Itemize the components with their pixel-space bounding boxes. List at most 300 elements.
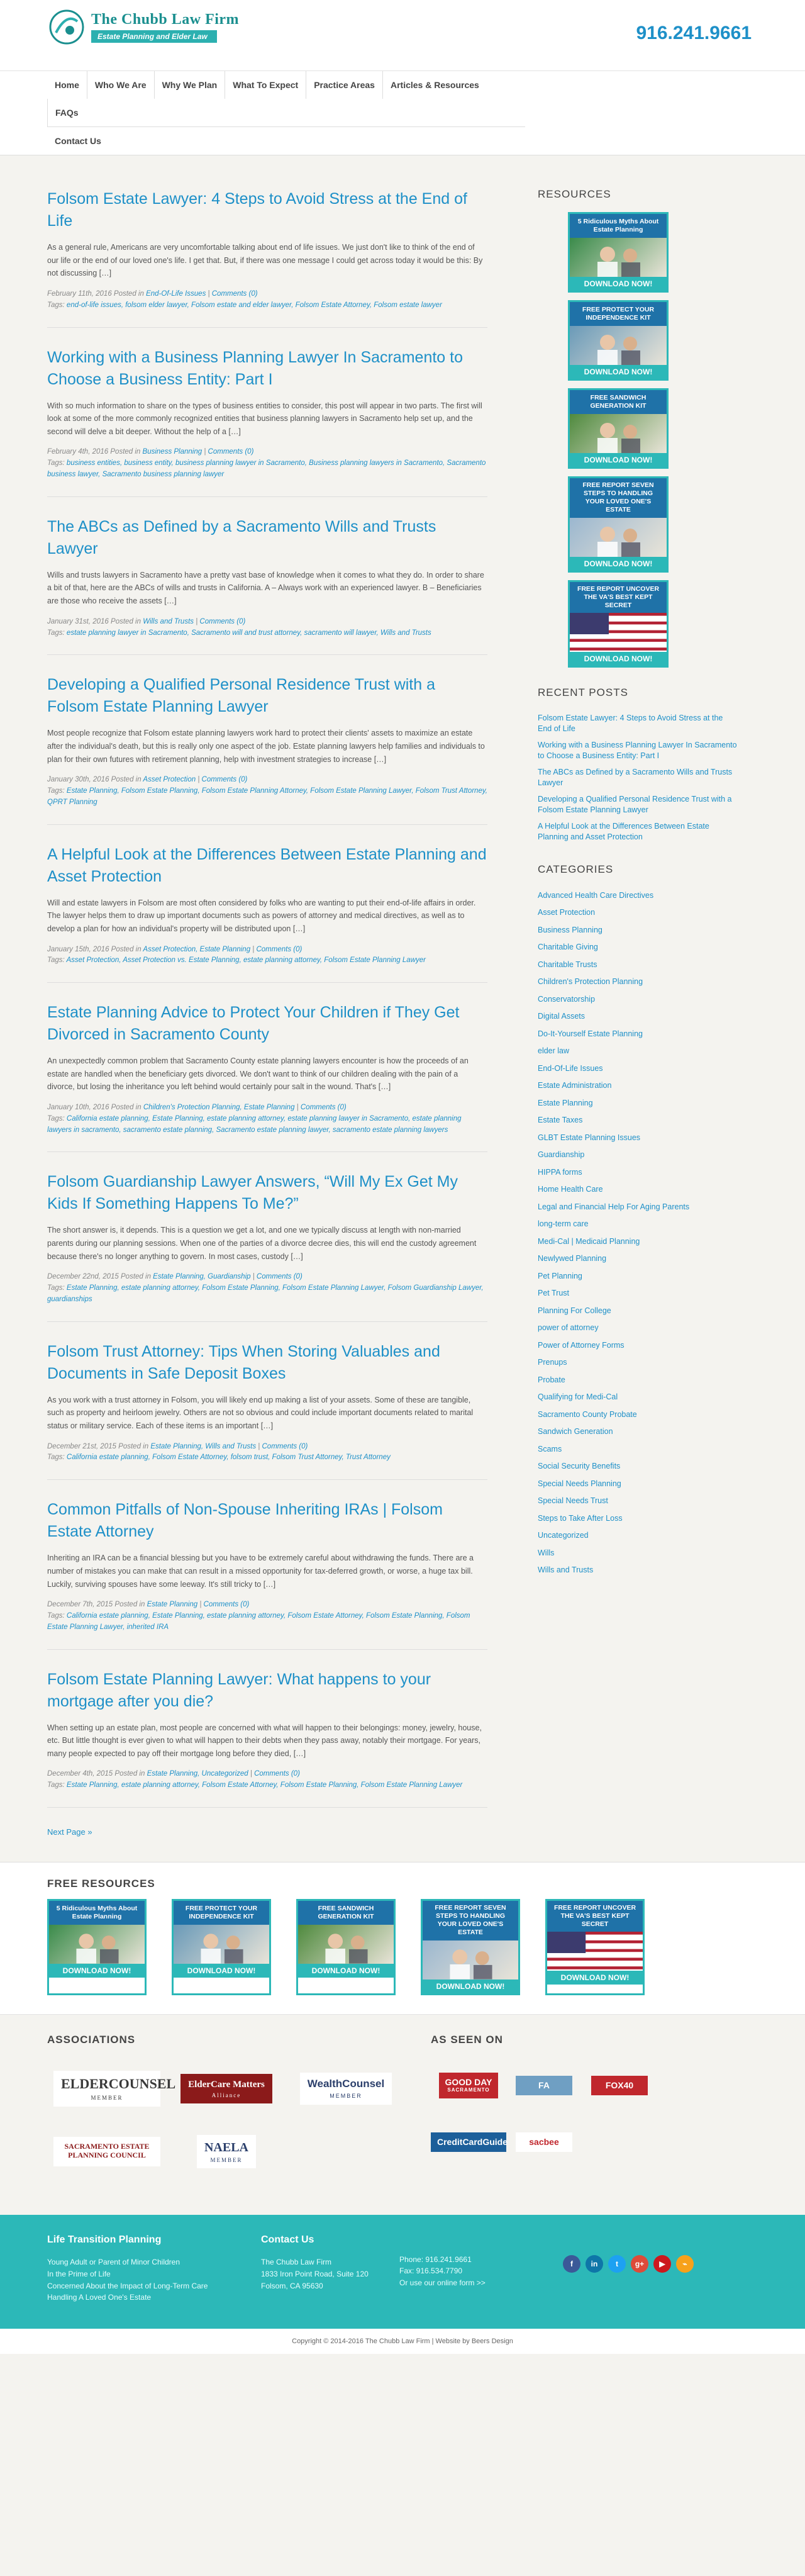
post-comments[interactable]: Comments (0) (262, 1442, 308, 1450)
resource-title: FREE SANDWICH GENERATION KIT (570, 390, 667, 414)
category-item (538, 1268, 739, 1285)
download-now-button[interactable]: DOWNLOAD NOW! (298, 1964, 394, 1978)
post-categories[interactable]: Asset Protection (143, 776, 196, 784)
post-meta: January 31st, 2016 Posted in Wills and Trusts | Comments (0) Tags: estate planning lawyer in Sacramento, Sacramento will and trust attorney, sacramento will lawyer, Wills and Trusts (47, 617, 431, 637)
category-link[interactable]: Estate Taxes (538, 1116, 583, 1125)
media-logo[interactable] (431, 2064, 506, 2108)
post-tags-label: Tags: (47, 1453, 65, 1462)
category-item (538, 956, 739, 974)
nav-link-what-to-expect[interactable]: What To Expect (225, 71, 306, 99)
linkedin-icon[interactable]: in (586, 2255, 603, 2273)
footer-address-line: The Chubb Law Firm (261, 2258, 332, 2267)
category-item (538, 1250, 739, 1268)
resource-card[interactable] (568, 476, 669, 573)
post-date: February 4th, 2016 (47, 448, 109, 456)
download-now-button[interactable]: DOWNLOAD NOW! (570, 557, 667, 571)
media-sub: SACRAMENTO (447, 2086, 490, 2093)
post-date: January 31st, 2016 (47, 617, 109, 625)
categories-title: CATEGORIES (538, 863, 614, 875)
category-link[interactable]: Scams (538, 1444, 562, 1453)
category-item (538, 939, 739, 956)
recent-post-item (538, 710, 739, 737)
resource-image (570, 613, 667, 652)
post-posted-in: Posted in (113, 289, 144, 298)
nav-item (225, 71, 306, 99)
post-tags-label: Tags: (47, 787, 65, 795)
association-sub: Alliance (211, 2092, 242, 2098)
category-link[interactable]: HIPPA forms (538, 1167, 582, 1177)
blog-post (47, 516, 487, 656)
category-item (538, 1181, 739, 1199)
resource-card[interactable] (568, 212, 669, 293)
post-posted-in: Posted in (114, 1770, 145, 1778)
category-item (538, 1285, 739, 1302)
post-list (47, 188, 487, 1837)
category-item (538, 1476, 739, 1493)
resource-card[interactable] (545, 1899, 645, 1995)
media-logo-badge (516, 2076, 572, 2095)
post-excerpt: When setting up an estate plan, most people are concerned with what will happen to their belongings: money, jewelry, house, etc. But little thought is ever given to what will happen to their debts when they pass away, notably their mortgage. For years, many people expected to pay off their mortgage long before they died, […] (47, 1723, 482, 1758)
category-link[interactable]: Prenups (538, 1358, 567, 1367)
post-tags-label: Tags: (47, 301, 65, 309)
category-link[interactable]: Wills (538, 1548, 555, 1557)
category-item (538, 1492, 739, 1510)
category-link[interactable]: long-term care (538, 1219, 589, 1229)
post-tags-label: Tags: (47, 1114, 65, 1123)
header-phone[interactable]: 916.241.9661 (636, 23, 752, 43)
free-resources-title: FREE RESOURCES (47, 1878, 155, 1890)
recent-post-link[interactable]: The ABCs as Defined by a Sacramento Wills and Trusts Lawyer (538, 767, 733, 788)
category-item (538, 1129, 739, 1147)
category-link[interactable]: Planning For College (538, 1306, 611, 1315)
post-title[interactable]: A Helpful Look at the Differences Between Estate Planning and Asset Protection (47, 845, 487, 885)
association-logo-badge (300, 2073, 392, 2104)
post-date: January 30th, 2016 (47, 776, 109, 784)
post-title[interactable]: Folsom Guardianship Lawyer Answers, “Will My Ex Get My Kids If Something Happens To Me?” (47, 1173, 458, 1213)
association-name: SACRAMENTO ESTATE PLANNING COUNCIL (64, 2141, 150, 2160)
category-link[interactable]: Qualifying for Medi-Cal (538, 1392, 618, 1402)
resource-card[interactable] (296, 1899, 396, 1995)
blog-post (47, 188, 487, 328)
footer-address-line: Folsom, CA 95630 (261, 2281, 323, 2290)
category-item (538, 1354, 739, 1372)
post-comments[interactable]: Comments (0) (254, 1770, 300, 1778)
post-tags-label: Tags: (47, 1781, 65, 1789)
copyright: Copyright © 2014-2016 The Chubb Law Firm | Website by Beers Design (0, 2329, 805, 2354)
post-meta: February 4th, 2016 Posted in Business Planning | Comments (0) Tags: business entities, business entity, business planning lawyer in Sacramento, Business planning lawyers in Sacramento, Sacramento business lawyer, Sacramento business planning lawyer (47, 448, 486, 478)
category-item (538, 1389, 739, 1406)
post-title[interactable]: Developing a Qualified Personal Residence Trust with a Folsom Estate Planning Lawyer (47, 676, 436, 716)
resource-title: FREE REPORT SEVEN STEPS TO HANDLING YOUR LOVED ONE'S ESTATE (423, 1901, 518, 1940)
post-categories[interactable]: Estate Planning (147, 1601, 198, 1609)
post-excerpt: Most people recognize that Folsom estate planning lawyers work hard to protect their clients' assets to maximize an estate after the individual's death, but this is really only one aspect of the job. Estate planning lawyers help families and individuals to plan for their own futures with retirement planning, help with investment strategies to increase […] (47, 729, 485, 764)
post-tags-label: Tags: (47, 459, 65, 468)
post-title[interactable]: Folsom Estate Lawyer: 4 Steps to Avoid Stress at the End of Life (47, 190, 467, 230)
post-date: December 7th, 2015 (47, 1601, 113, 1609)
resource-title: FREE REPORT SEVEN STEPS TO HANDLING YOUR LOVED ONE'S ESTATE (570, 478, 667, 518)
post-excerpt: An unexpectedly common problem that Sacramento County estate planning lawyers encounter is how the proceeds of an estate are handled when the beneficiary gets divorced. We don't want to think of our children dealing with the pain of a divorce, but losing the inheritance you left behind would certainly pour salt in the wound. That's […] (47, 1056, 469, 1092)
youtube-icon[interactable]: ▶ (653, 2255, 671, 2273)
category-item (538, 1164, 739, 1182)
footer-form-link[interactable]: Or use our online form >> (399, 2278, 486, 2287)
association-name: ELDERCOUNSEL (61, 2076, 176, 2092)
nav-link-articles-resources[interactable]: Articles & Resources (382, 71, 487, 99)
post-tags[interactable]: business entities, business entity, business planning lawyer in Sacramento, Business planning lawyers in Sacramento, Sacramento business lawyer, Sacramento business planning lawyer (47, 459, 486, 478)
nav-item (47, 99, 86, 126)
category-link[interactable]: elder law (538, 1046, 570, 1056)
post-date: January 10th, 2016 (47, 1104, 109, 1111)
media-name: sacbee (529, 2136, 559, 2147)
rss-icon[interactable]: ⌁ (676, 2255, 694, 2273)
resource-image (49, 1925, 145, 1964)
nav-item (306, 71, 382, 99)
resource-card[interactable] (47, 1899, 147, 1995)
post-comments[interactable]: Comments (0) (256, 1273, 303, 1281)
post-tags-label: Tags: (47, 1284, 65, 1292)
category-item (538, 1026, 739, 1043)
footer-life-link[interactable]: Handling A Loved One's Estate (47, 2293, 152, 2302)
post-excerpt: Wills and trusts lawyers in Sacramento have a pretty vast base of knowledge when it comes to what they do. In order to share a bit of that, here are the ABCs of wills and trusts in California. A – Always work with an experienced lawyer. B – Beneficiaries are those who receive the assets […] (47, 570, 484, 606)
nav-link-home[interactable]: Home (55, 80, 79, 90)
post-posted-in: Posted in (118, 1442, 149, 1450)
footer-life-link[interactable]: Concerned About the Impact of Long-Term Care (47, 2281, 208, 2290)
next-page-link[interactable]: Next Page » (47, 1827, 92, 1837)
nav-link-why-we-plan[interactable]: Why We Plan (154, 71, 225, 99)
post-comments[interactable]: Comments (0) (199, 617, 246, 625)
resource-image (570, 518, 667, 557)
post-categories[interactable]: End-Of-Life Issues (146, 289, 206, 298)
media-logo[interactable] (506, 2120, 582, 2164)
association-logo-badge (53, 2071, 176, 2106)
category-link[interactable]: Pet Trust (538, 1289, 570, 1298)
blog-post (47, 1002, 487, 1152)
category-link[interactable]: Charitable Giving (538, 943, 598, 952)
post-posted-in: Posted in (111, 776, 142, 784)
post-categories[interactable]: Estate Planning, Uncategorized (147, 1770, 248, 1778)
association-logo[interactable] (167, 2127, 286, 2177)
nav-item (382, 71, 487, 99)
blog-post (47, 844, 487, 983)
post-excerpt: As you work with a trust attorney in Folsom, you will likely end up making a list of your assets. Some of these are tangible, such as property and heirloom jewelry. Others are not so obvious and could include important documents related to marital status or military service. Each of these items is an important […] (47, 1395, 474, 1430)
post-meta: December 7th, 2015 Posted in Estate Planning | Comments (0) Tags: California estate planning, Estate Planning, estate planning attorney, Folsom Estate Attorney, Folsom Estate Planning, Folsom Estate Planning Lawyer, inherited IRA (47, 1601, 470, 1631)
media-logo-badge (439, 2073, 499, 2098)
association-logo[interactable] (47, 2127, 167, 2177)
post-title[interactable]: Estate Planning Advice to Protect Your Children if They Get Divorced in Sacramento County (47, 1004, 460, 1044)
nav-link-contact-us[interactable]: Contact Us (55, 136, 101, 146)
footer-life-link[interactable]: Young Adult or Parent of Minor Children (47, 2258, 180, 2267)
category-item (538, 1095, 739, 1112)
post-date: December 4th, 2015 (47, 1770, 113, 1778)
post-meta: February 11th, 2016 Posted in End-Of-Life Issues | Comments (0) Tags: end-of-life issues, folsom elder lawyer, Folsom estate and elder lawyer, Folsom Estate Attorney, Folsom estate lawyer (47, 289, 442, 309)
post-comments[interactable]: Comments (0) (208, 448, 254, 456)
post-tags-label: Tags: (47, 956, 65, 965)
category-link[interactable]: Special Needs Trust (538, 1496, 608, 1506)
footer-fax: Fax: 916.534.7790 (399, 2266, 463, 2276)
post-meta: January 30th, 2016 Posted in Asset Protection | Comments (0) Tags: Estate Planning, Folsom Estate Planning, Folsom Estate Planning Attorney, Folsom Estate Planning Lawyer, Folsom Trust Attorney, QPRT Planning (47, 776, 487, 806)
associations-title: ASSOCIATIONS (47, 2033, 136, 2046)
category-link[interactable]: Home Health Care (538, 1185, 603, 1194)
post-date: December 21st, 2015 (47, 1442, 116, 1450)
recent-post-link[interactable]: Developing a Qualified Personal Residence Trust with a Folsom Estate Planning Lawyer (538, 794, 732, 815)
post-title[interactable]: The ABCs as Defined by a Sacramento Wills and Trusts Lawyer (47, 517, 436, 557)
category-item (538, 1008, 739, 1026)
download-now-button[interactable]: DOWNLOAD NOW! (423, 1980, 518, 1993)
resources-title: RESOURCES (538, 188, 611, 200)
post-meta: January 15th, 2016 Posted in Asset Protection, Estate Planning | Comments (0) Tags: Asset Protection, Asset Protection vs. Estate Planning, estate planning attorney, Folsom Estate Planning Lawyer (47, 945, 426, 965)
recent-post-link[interactable]: A Helpful Look at the Differences Between Estate Planning and Asset Protection (538, 821, 709, 842)
download-now-button[interactable]: DOWNLOAD NOW! (570, 365, 667, 379)
category-link[interactable]: Special Needs Planning (538, 1479, 621, 1488)
post-tags[interactable]: Estate Planning, estate planning attorney, Folsom Estate Attorney, Folsom Estate Planning, Folsom Estate Planning Lawyer (66, 1781, 463, 1789)
post-posted-in: Posted in (110, 448, 141, 456)
category-link[interactable]: End-Of-Life Issues (538, 1063, 603, 1073)
post-comments[interactable]: Comments (0) (203, 1601, 250, 1609)
resource-title: 5 Ridiculous Myths About Estate Planning (49, 1901, 145, 1925)
category-link[interactable]: Advanced Health Care Directives (538, 890, 654, 900)
category-link[interactable]: Uncategorized (538, 1531, 589, 1540)
post-title[interactable]: Folsom Trust Attorney: Tips When Storing Valuables and Documents in Safe Deposit Boxes (47, 1342, 440, 1382)
post-excerpt: The short answer is, it depends. This is a question we get a lot, and one we typically discuss at length with non-married parents during our planning sessions. When one of the parties of a divorce decree dies, this will end the custody agreement because there's no longer anything to govern. In most cases, custody […] (47, 1226, 477, 1261)
post-tags[interactable]: estate planning lawyer in Sacramento, Sacramento will and trust attorney, sacramento will lawyer, Wills and Trusts (66, 629, 431, 637)
category-item (538, 1372, 739, 1389)
post-posted-in: Posted in (121, 1273, 151, 1281)
post-tags[interactable]: Asset Protection, Asset Protection vs. Estate Planning, estate planning attorney, Folsom Estate Planning Lawyer (66, 956, 426, 965)
resource-image (547, 1932, 643, 1971)
category-item (538, 1216, 739, 1233)
post-tags[interactable]: Estate Planning, estate planning attorney, Folsom Estate Planning, Folsom Estate Planning Lawyer, Folsom Guardianship Lawyer, guardianships (47, 1284, 484, 1303)
category-link[interactable]: Social Security Benefits (538, 1462, 621, 1471)
category-link[interactable]: Digital Assets (538, 1012, 586, 1021)
category-link[interactable]: Medi-Cal | Medicaid Planning (538, 1236, 640, 1246)
recent-post-item (538, 792, 739, 819)
resource-card[interactable] (568, 388, 669, 469)
post-categories[interactable]: Wills and Trusts (143, 617, 194, 625)
post-categories[interactable]: Estate Planning, Guardianship (153, 1273, 251, 1281)
nav-item (87, 71, 154, 99)
resource-title: FREE PROTECT YOUR INDEPENDENCE KIT (174, 1901, 269, 1925)
recent-post-item (538, 764, 739, 792)
category-link[interactable]: GLBT Estate Planning Issues (538, 1133, 641, 1142)
post-excerpt: As a general rule, Americans are very uncomfortable talking about end of life issues. We just don't like to think of the end of our life or the end of our loved one's life. I get that. But, if there was one message I could get across today it would be this: By not discussing […] (47, 243, 483, 278)
association-logo-badge (197, 2135, 256, 2169)
post-posted-in: Posted in (111, 617, 141, 625)
association-logo[interactable] (47, 2064, 176, 2114)
footer-life-link[interactable]: In the Prime of Life (47, 2269, 111, 2278)
media-name: FOX40 (605, 2080, 634, 2090)
category-item (538, 1406, 739, 1424)
nav-item (47, 126, 525, 155)
category-link[interactable]: Charitable Trusts (538, 960, 597, 969)
post-categories[interactable]: Asset Protection, Estate Planning (143, 945, 251, 953)
post-tags-label: Tags: (47, 1611, 65, 1620)
footer-contact-title: Contact Us (261, 2234, 314, 2245)
footer-phone[interactable]: Phone: 916.241.9661 (399, 2254, 472, 2264)
category-link[interactable]: Wills and Trusts (538, 1565, 594, 1575)
post-meta: December 21st, 2015 Posted in Estate Planning, Wills and Trusts | Comments (0) Tags: California estate planning, Folsom Estate Attorney, folsom trust, Folsom Trust Attorney, Trust Attorney (47, 1442, 391, 1462)
post-meta: December 22nd, 2015 Posted in Estate Planning, Guardianship | Comments (0) Tags: Estate Planning, estate planning attorney, Folsom Estate Planning, Folsom Estate Planning Lawyer, Folsom Guardianship Lawyer, guardianships (47, 1273, 484, 1303)
category-item (538, 1302, 739, 1320)
association-name: NAELA (204, 2140, 248, 2154)
blog-post (47, 1171, 487, 1321)
post-title[interactable]: Folsom Estate Planning Lawyer: What happens to your mortgage after you die? (47, 1670, 431, 1710)
post-date: February 11th, 2016 (47, 289, 112, 298)
post-comments[interactable]: Comments (0) (256, 945, 303, 953)
association-name: WealthCounsel (307, 2078, 385, 2090)
category-link[interactable]: Legal and Financial Help For Aging Parents (538, 1202, 690, 1211)
recent-post-link[interactable]: Folsom Estate Lawyer: 4 Steps to Avoid Stress at the End of Life (538, 713, 723, 734)
post-comments[interactable]: Comments (0) (201, 776, 248, 784)
category-item (538, 1423, 739, 1441)
post-excerpt: Inheriting an IRA can be a financial blessing but you have to be extremely careful about withdrawing the funds. There are a number of mistakes you can make that can result in a missed opportunity for tax-deferred growth, or worse, a huge tax bill. Luckily, surviving spouses have some leeway. It's still tricky to […] (47, 1554, 474, 1589)
post-categories[interactable]: Children's Protection Planning, Estate Planning (143, 1104, 295, 1111)
nav-link-faqs[interactable]: FAQs (47, 99, 86, 126)
category-link[interactable]: Children's Protection Planning (538, 977, 643, 987)
download-now-button[interactable]: DOWNLOAD NOW! (570, 277, 667, 291)
resource-title: 5 Ridiculous Myths About Estate Planning (570, 214, 667, 238)
category-link[interactable]: Power of Attorney Forms (538, 1340, 625, 1350)
category-item (538, 1233, 739, 1251)
post-tags[interactable]: California estate planning, Folsom Estate Attorney, folsom trust, Folsom Trust Attorney, Trust Attorney (66, 1453, 391, 1462)
resource-card[interactable] (568, 580, 669, 668)
category-link[interactable]: Newlywed Planning (538, 1254, 607, 1263)
media-name: FA (538, 2080, 550, 2090)
category-link[interactable]: Business Planning (538, 925, 602, 934)
post-posted-in: Posted in (111, 1104, 142, 1111)
media-logo[interactable] (506, 2064, 582, 2108)
post-meta: December 4th, 2015 Posted in Estate Planning, Uncategorized | Comments (0) Tags: Estate Planning, estate planning attorney, Folsom Estate Attorney, Folsom Estate Planning, Folsom Estate Planning Lawyer (47, 1770, 463, 1789)
blog-post (47, 1341, 487, 1481)
category-item (538, 1146, 739, 1164)
association-logo-badge (180, 2074, 272, 2104)
resource-title: FREE REPORT UNCOVER THE VA'S BEST KEPT SECRET (547, 1901, 643, 1932)
download-now-button[interactable]: DOWNLOAD NOW! (547, 1971, 643, 1985)
blog-post (47, 347, 487, 497)
resource-card[interactable] (568, 300, 669, 381)
recent-post-link[interactable]: Working with a Business Planning Lawyer In Sacramento to Choose a Business Entity: Part I (538, 740, 737, 761)
category-link[interactable]: Pet Planning (538, 1271, 582, 1280)
blog-post (47, 1669, 487, 1808)
post-title[interactable]: Common Pitfalls of Non-Spouse Inheriting IRAs | Folsom Estate Attorney (47, 1501, 443, 1541)
associations-section (0, 2014, 805, 2215)
category-link[interactable]: Sandwich Generation (538, 1427, 613, 1436)
post-excerpt: With so much information to share on the types of business entities to consider, this post will appear in two parts. The first will look at some of the more commonly recognized entities that business planning lawyers in Sacramento help set up, and the second will delve a bit deeper. Without the help of a […] (47, 401, 482, 436)
post-title[interactable]: Working with a Business Planning Lawyer In Sacramento to Choose a Business Entity: Part I (47, 348, 463, 388)
logo-name: The Chubb Law Firm (91, 11, 240, 28)
post-tags[interactable]: California estate planning, Estate Planning, estate planning attorney, estate planning lawyer in Sacramento, estate planning lawyers in sacramento, sacramento estate planning, Sacramento estate planning lawyer, sacramento estate planning lawyers (47, 1114, 462, 1134)
post-categories[interactable]: Business Planning (142, 448, 203, 456)
category-item (538, 887, 739, 905)
category-item (538, 1510, 739, 1528)
post-tags[interactable]: California estate planning, Estate Planning, estate planning attorney, Folsom Estate Attorney, Folsom Estate Planning, Folsom Estate Planning Lawyer, inherited IRA (47, 1611, 470, 1631)
media-logo[interactable] (431, 2120, 506, 2164)
post-comments[interactable]: Comments (0) (300, 1104, 347, 1111)
association-sub: MEMBER (210, 2156, 243, 2163)
media-name: GOOD DAY (445, 2077, 492, 2088)
category-link[interactable]: Asset Protection (538, 908, 596, 917)
googleplus-icon[interactable]: g+ (631, 2255, 648, 2273)
category-item (538, 1043, 739, 1060)
category-item (538, 1337, 739, 1355)
post-comments[interactable]: Comments (0) (211, 289, 258, 298)
post-tags[interactable]: end-of-life issues, folsom elder lawyer, Folsom estate and elder lawyer, Folsom Estate Attorney, Folsom estate lawyer (66, 301, 442, 309)
recent-post-item (538, 737, 739, 764)
recent-post-item (538, 819, 739, 846)
category-link[interactable]: Estate Planning (538, 1098, 593, 1107)
download-now-button[interactable]: DOWNLOAD NOW! (49, 1964, 145, 1978)
category-link[interactable]: power of attorney (538, 1323, 599, 1333)
nav-link-who-we-are[interactable]: Who We Are (87, 71, 154, 99)
download-now-button[interactable]: DOWNLOAD NOW! (570, 453, 667, 467)
resource-image (570, 326, 667, 365)
logo-mark-icon (47, 8, 86, 47)
category-item (538, 1319, 739, 1337)
post-posted-in: Posted in (114, 1601, 145, 1609)
download-now-button[interactable]: DOWNLOAD NOW! (174, 1964, 269, 1978)
category-item (538, 1077, 739, 1095)
category-link[interactable]: Steps to Take After Loss (538, 1513, 623, 1523)
footer-address-line: 1833 Iron Point Road, Suite 120 (261, 2269, 369, 2278)
association-logo[interactable] (167, 2064, 286, 2114)
post-tags[interactable]: Estate Planning, Folsom Estate Planning, Folsom Estate Planning Attorney, Folsom Estate Planning Lawyer, Folsom Trust Attorney, QPRT Planning (47, 787, 487, 806)
social-links (563, 2255, 694, 2304)
blog-post (47, 1499, 487, 1649)
category-link[interactable]: Do-It-Yourself Estate Planning (538, 1029, 643, 1038)
category-item (538, 1112, 739, 1129)
resource-card[interactable] (172, 1899, 271, 1995)
category-item (538, 1441, 739, 1459)
footer-life-planning-title: Life Transition Planning (47, 2234, 162, 2245)
facebook-icon[interactable]: f (563, 2255, 580, 2273)
blog-post (47, 674, 487, 824)
association-logo[interactable] (286, 2064, 406, 2114)
category-link[interactable]: Guardianship (538, 1150, 585, 1160)
site-footer (0, 2215, 805, 2329)
media-name: CreditCardGuide (437, 2136, 508, 2147)
category-item (538, 991, 739, 1009)
resource-title: FREE PROTECT YOUR INDEPENDENCE KIT (570, 302, 667, 326)
association-logo-badge (53, 2137, 160, 2167)
category-item (538, 1562, 739, 1579)
category-item (538, 922, 739, 939)
post-date: December 22nd, 2015 (47, 1273, 119, 1281)
main-nav (0, 71, 805, 155)
resource-title: FREE SANDWICH GENERATION KIT (298, 1901, 394, 1925)
category-link[interactable]: Probate (538, 1375, 565, 1384)
post-tags-label: Tags: (47, 629, 65, 637)
category-link[interactable]: Conservatorship (538, 994, 596, 1004)
post-date: January 15th, 2016 (47, 945, 109, 953)
media-logo-badge (431, 2132, 506, 2152)
category-link[interactable]: Estate Administration (538, 1081, 612, 1090)
resource-card[interactable] (421, 1899, 520, 1995)
twitter-icon[interactable]: t (608, 2255, 626, 2273)
site-logo[interactable] (47, 8, 239, 47)
category-link[interactable]: Sacramento County Probate (538, 1409, 637, 1419)
category-item (538, 1527, 739, 1545)
site-header (0, 0, 805, 71)
post-categories[interactable]: Estate Planning, Wills and Trusts (150, 1442, 257, 1450)
post-excerpt: Will and estate lawyers in Folsom are most often considered by folks who are wanting to put their end-of-life affairs in order. The lawyer helps them to draw up important documents such as powers of attorney and medical directives, as well as to develop a plan for how an individual's property will be distributed upon […] (47, 898, 476, 933)
media-logo[interactable] (582, 2064, 657, 2108)
resource-title: FREE REPORT UNCOVER THE VA'S BEST KEPT SECRET (570, 582, 667, 613)
post-posted-in: Posted in (111, 945, 142, 953)
download-now-button[interactable]: DOWNLOAD NOW! (570, 652, 667, 666)
category-item (538, 1545, 739, 1562)
category-item (538, 1060, 739, 1078)
nav-link-practice-areas[interactable]: Practice Areas (306, 71, 382, 99)
media-logo-badge (516, 2132, 572, 2152)
as-seen-on-title: AS SEEN ON (431, 2033, 503, 2046)
